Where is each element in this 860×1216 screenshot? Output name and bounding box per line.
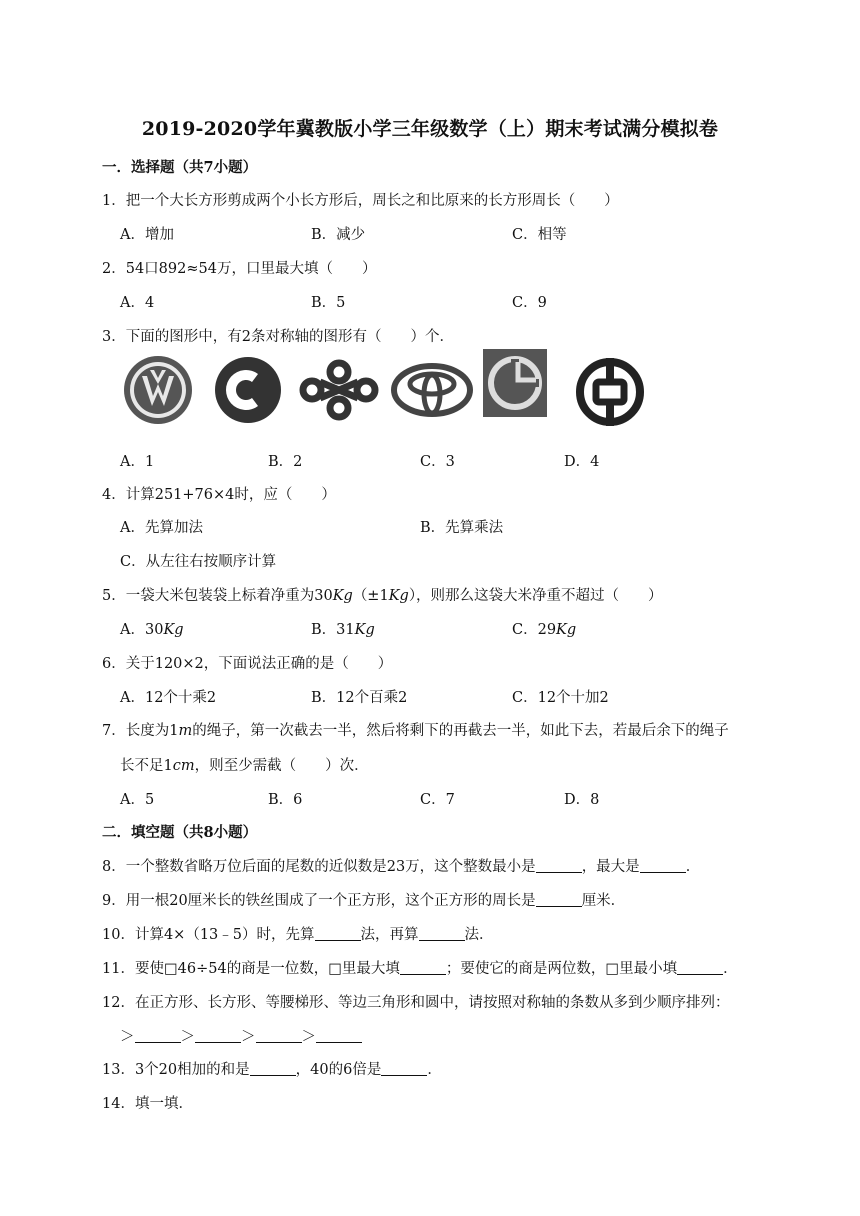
q4-option-a: A．先算加法: [120, 520, 203, 536]
answer-blank: [381, 1061, 427, 1076]
question-7: 7．长度为1m的绳子，第一次截去一半，然后将剩下的再截去一半，如此下去，若最后余下的绳子: [102, 723, 729, 739]
toyota-logo: [390, 354, 474, 426]
bank-logo: [482, 348, 548, 418]
answer-blank: [677, 960, 723, 975]
q6-option-b: B．12个百乘2: [311, 690, 408, 706]
question-12-answer-line: ＞ ＞ ＞ ＞: [120, 1025, 362, 1046]
question-9: 9．用一根20厘米长的铁丝围成了一个正方形，这个正方形的周长是 厘米．: [102, 893, 626, 909]
section-heading-fill: 二．填空题（共8小题）: [102, 824, 258, 841]
answer-blank: [419, 926, 465, 941]
q4-option-b: B．先算乘法: [420, 520, 504, 536]
q3-option-b: B．2: [268, 454, 303, 470]
bank-of-china-logo: [574, 354, 646, 430]
q1-option-b: B．减少: [311, 227, 366, 243]
china-unicom-logo: [296, 354, 382, 426]
question-12: 12．在正方形、长方形、等腰梯形、等边三角形和圆中，请按照对称轴的条数从多到少顺序排列：: [102, 995, 730, 1011]
answer-blank: [400, 960, 446, 975]
q5-option-c: C．29Kg: [512, 622, 577, 638]
q1-option-c: C．相等: [512, 227, 567, 243]
q7-option-c: C．7: [420, 792, 455, 808]
q5-option-a: A．30Kg: [120, 622, 184, 638]
page-title: 2019-2020学年冀教版小学三年级数学（上）期末考试满分模拟卷: [141, 118, 719, 140]
question-14: 14．填一填．: [102, 1096, 193, 1112]
question-6: 6．关于120×2，下面说法正确的是（ ）: [102, 656, 393, 672]
answer-blank: [250, 1061, 296, 1076]
q2-option-b: B．5: [311, 295, 346, 311]
question-2: 2．54口892≈54万，口里最大填（ ）: [102, 261, 377, 277]
section-heading-choice: 一．选择题（共7小题）: [102, 159, 258, 176]
q3-option-c: C．3: [420, 454, 455, 470]
logo-figures: [116, 354, 648, 438]
q7-option-b: B．6: [268, 792, 303, 808]
question-8: 8．一个整数省略万位后面的尾数的近似数是23万，这个整数最小是 ，最大是 ．: [102, 859, 701, 875]
q2-option-c: C．9: [512, 295, 547, 311]
q7-option-d: D．8: [564, 792, 600, 808]
question-5: 5．一袋大米包装袋上标着净重为30Kg（±1Kg），则那么这袋大米净重不超过（ ）: [102, 588, 663, 604]
q6-option-c: C．12个十加2: [512, 690, 609, 706]
question-13: 13．3个20相加的和是 ，40的6倍是 ．: [102, 1062, 442, 1078]
answer-blank: [536, 858, 582, 873]
question-1: 1．把一个大长方形剪成两个小长方形后，周长之和比原来的长方形周长（ ）: [102, 193, 619, 209]
question-10: 10．计算4×（13﹣5）时，先算 法，再算 法．: [102, 927, 494, 943]
q4-option-c: C．从左往右按顺序计算: [120, 554, 277, 570]
q2-option-a: A．4: [120, 295, 155, 311]
question-4: 4．计算251+76×4时，应（ ）: [102, 487, 336, 503]
question-11: 11．要使□46÷54的商是一位数，□里最大填 ；要使它的商是两位数，□里最小填 ．: [102, 961, 738, 977]
ccb-logo: [212, 354, 284, 426]
answer-blank: [536, 892, 582, 907]
question-7-continued: 长不足1cm，则至少需截（ ）次．: [120, 758, 369, 774]
q1-option-a: A．增加: [120, 227, 174, 243]
volkswagen-logo: [122, 354, 194, 426]
q6-option-a: A．12个十乘2: [120, 690, 217, 706]
answer-blank: [315, 926, 361, 941]
q7-option-a: A．5: [120, 792, 155, 808]
answer-blank: [640, 858, 686, 873]
q3-option-d: D．4: [564, 454, 600, 470]
q3-option-a: A．1: [120, 454, 155, 470]
q5-option-b: B．31Kg: [311, 622, 375, 638]
question-3: 3．下面的图形中，有2条对称轴的图形有（ ）个．: [102, 329, 454, 345]
